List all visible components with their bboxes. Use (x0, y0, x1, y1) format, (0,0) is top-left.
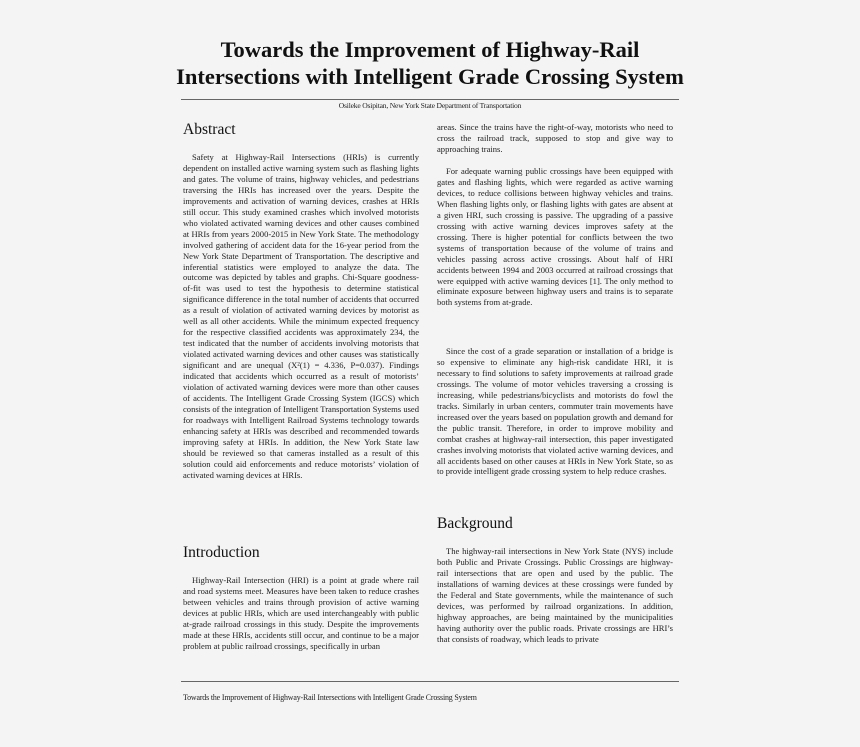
abstract-heading: Abstract (183, 121, 236, 138)
running-footer: Towards the Improvement of Highway-Rail Intersections with Intelligent Grade Crossing System (183, 693, 477, 702)
introduction-paragraph-2: For adequate warning public crossings have been equipped with gates and flashing lights, which were regarded as active warning devices, to reduce collisions between highway vehicles and trains. When flashing lights only, or flashing lights with gates are absent at a given HRI, such crossing is passive. The upgrading of a passive crossing with active warning devices improves safety at the crossing. There is higher potential for conflicts between the two systems of transportation because of the volume of trains and vehicles passing across active crossings. About half of HRI accidents between 1994 and 2003 occurred at railroad crossings that were equipped with active warning devices [1]. The only method to eliminate exposure between highway users and trains is to separate both systems from at-grade. (437, 166, 673, 308)
introduction-heading: Introduction (183, 544, 260, 561)
footer-divider (181, 681, 679, 683)
introduction-paragraph-1-continued: areas. Since the trains have the right-of-way, motorists who need to cross the railroad track, supposed to stop and give way to approaching trains. (437, 122, 673, 154)
background-heading: Background (437, 515, 513, 532)
abstract-paragraph: Safety at Highway-Rail Intersections (HRIs) is currently dependent on installed active warning system such as flashing lights and gates. The volume of trains, highway vehicles, and pedestrians traversing the HRIs has increased over the years. Despite the improvements and activation of warning devices, crashes at HRIs still occur. This study examined crashes which involved motorists who violated activated warning devices and other causes combined at HRIs from years 2000-2015 in New York State. The methodology involved gathering of accident data for the 16-year period from the New York State Department of Transportation. The descriptive and inferential statistics were employed to analyze the data. The outcome was depicted by tables and graphs. Chi-Square goodness-of-fit was used to test the hypothesis to determine statistical significance difference in the total number of accidents that occurred as a result of violation of activated warning devices by motorist as well as all other accidents. While the minimum expected frequency for the respective classified accidents was approximately 234, the test indicated that the number of accidents involving motorists that violated activated warning devices and other causes was statistically significant and are unequal (X²(1) = 4.336, P=0.037). Findings indicated that accidents which occurred as a result of motorists’ violation of activated warning devices were more than other causes of accidents. The Intelligent Grade Crossing System (IGCS) which consists of the integration of Intelligent Transportation Systems used for roadways with Intelligent Railroad Systems technology towards enhancing safety at HRIs was described and recommended towards improving safety at HRIs. In addition, the New York State law should be reviewed so that cameras installed as a result of this solution could aid enforcements and reduce motorists’ violation of activated warning devices at HRIs. (183, 152, 419, 480)
title-line-2: Intersections with Intelligent Grade Crossing System (176, 64, 684, 89)
introduction-paragraph-3: Since the cost of a grade separation or installation of a bridge is so expensive to eliminate any high-risk candidate HRI, it is necessary to find solutions to safety improvements at railroad grade crossings. The volume of motor vehicles traversing a crossing is increasing, while pedestrians/bicyclists and motorists do fowl the tracks. Similarly in urban centers, commuter train movements have increased over the years based on population growth and demand for the public transit. Therefore, in order to improve mobility and combat crashes at highway-rail intersection, this paper investigated crashes involving motorists that violated active warning devices, and all accidents based on other causes at HRIs in New York State, so as to provide intelligent grade crossing system to help reduce crashes. (437, 346, 673, 477)
author-byline: Osileke Osipitan, New York State Department of Transportation (338, 101, 522, 110)
introduction-paragraph-1: Highway-Rail Intersection (HRI) is a point at grade where rail and road systems meet. Measures have been taken to reduce crashes between vehicles and trains through provision of active warning devices at public HRIs, which are used interchangeably with public at-grade railroad crossings in this study. Despite the improvements made at these HRIs, accidents still occur, and continue to be a major problem at public railroad crossings, specifically in urban (183, 575, 419, 651)
paper-title (170, 36, 690, 90)
background-paragraph-1: The highway-rail intersections in New York State (NYS) include both Public and Private Crossings. Public Crossings are highway-rail intersections that are open and used by the public. The installations of warning devices at these crossings were funded by the Federal and State governments, while the maintenance of such devices, was performed by railroad organizations. In addition, highway approaches, are being maintained by the municipalities having authority over the public roads. Private crossings are HRI’s that consists of roadway, which leads to private (437, 546, 673, 644)
title-line-1: Towards the Improvement of Highway-Rail (220, 37, 640, 62)
